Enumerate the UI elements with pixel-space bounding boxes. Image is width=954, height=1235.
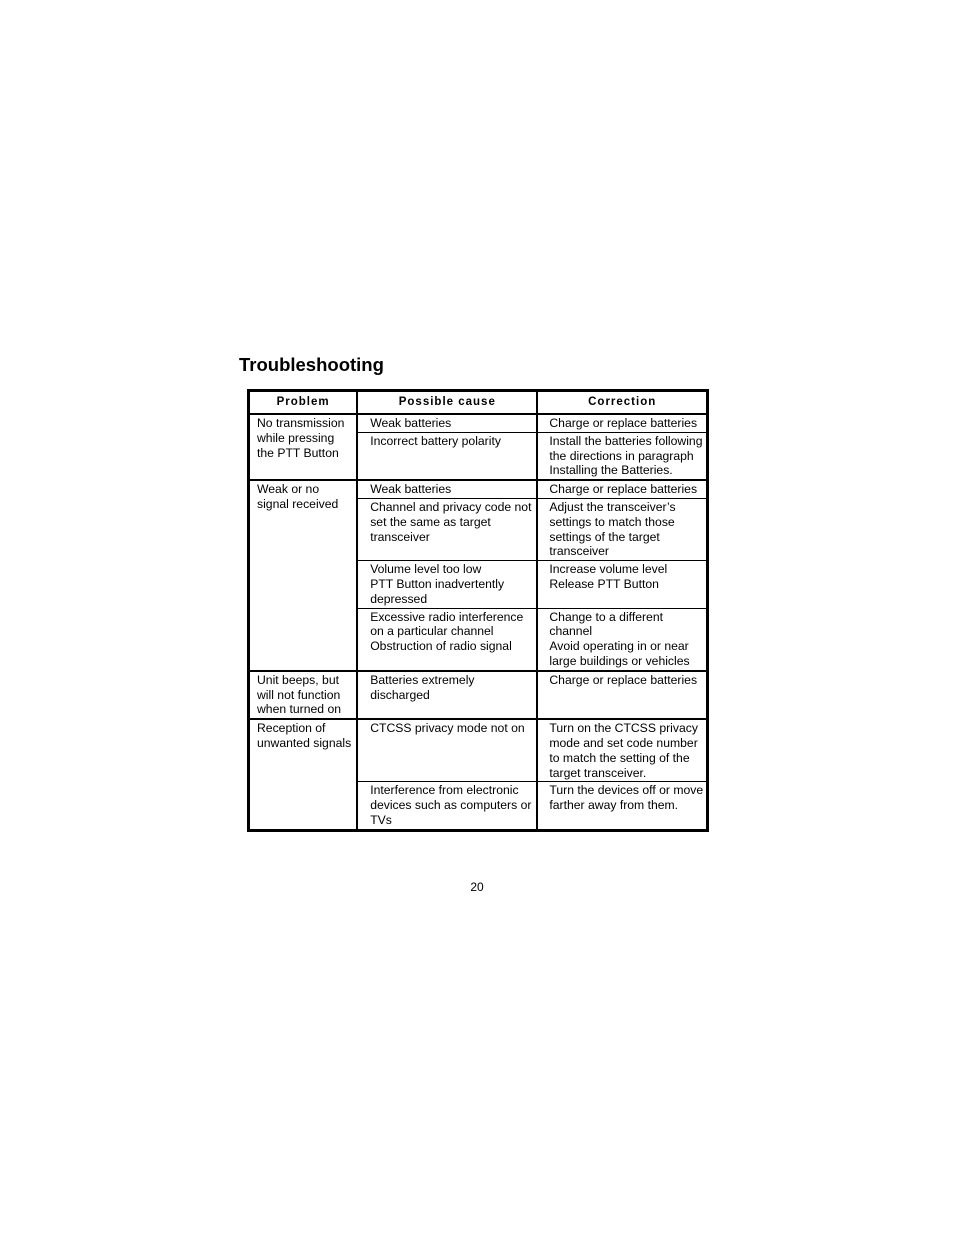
header-possible-cause: Possible cause [357, 391, 537, 415]
correction-cell: Install the batteries following the directions in paragraph Installing the Batteries. [537, 432, 707, 480]
problem-cell: No transmission while pressing the PTT Button [249, 414, 358, 480]
table-row [249, 414, 708, 432]
cause-cell [357, 608, 537, 671]
correction-cell: Adjust the transceiver’s settings to match those settings of the target transceiver [537, 498, 707, 560]
cause-cell [357, 561, 537, 608]
correction-text: Increase volume level Release PTT Button [549, 562, 668, 591]
cause-cell: Channel and privacy code not set the same as target transceiver [357, 498, 537, 560]
correction-cell: Charge or replace batteries [537, 414, 707, 432]
correction-cell: Turn the devices off or move farther away from them. [537, 782, 707, 830]
header-correction: Correction [537, 391, 707, 415]
cause-cell: Interference from electronic devices such as computers or TVs [357, 782, 537, 830]
page-title: Troubleshooting [239, 354, 384, 375]
correction-text: Change to a different channel Avoid operating in or near large buildings or vehicles [549, 609, 690, 668]
table-row [249, 719, 708, 782]
problem-cell: Unit beeps, but will not function when turned on [249, 671, 358, 719]
correction-cell: Charge or replace batteries [537, 480, 707, 498]
table-header-row [249, 391, 708, 415]
table-row [249, 671, 708, 719]
correction-cell [537, 561, 707, 608]
page-number: 20 [470, 880, 484, 894]
correction-cell: Turn on the CTCSS privacy mode and set code number to match the setting of the target transceiver. [537, 719, 707, 782]
cause-cell: Incorrect battery polarity [357, 432, 537, 480]
cause-cell: Weak batteries [357, 480, 537, 498]
cause-text: Volume level too low PTT Button inadvertently depressed [370, 562, 505, 606]
correction-cell: Charge or replace batteries [537, 671, 707, 719]
correction-cell [537, 608, 707, 671]
cause-cell: CTCSS privacy mode not on [357, 719, 537, 782]
problem-cell: Reception of unwanted signals [249, 719, 358, 830]
cause-cell: Weak batteries [357, 414, 537, 432]
troubleshooting-table [247, 389, 709, 832]
table-row [249, 480, 708, 498]
cause-cell: Batteries extremely discharged [357, 671, 537, 719]
cause-text: Excessive radio interference on a particular channel Obstruction of radio signal [370, 609, 524, 654]
problem-cell: Weak or no signal received [249, 480, 358, 671]
header-problem: Problem [249, 391, 358, 415]
